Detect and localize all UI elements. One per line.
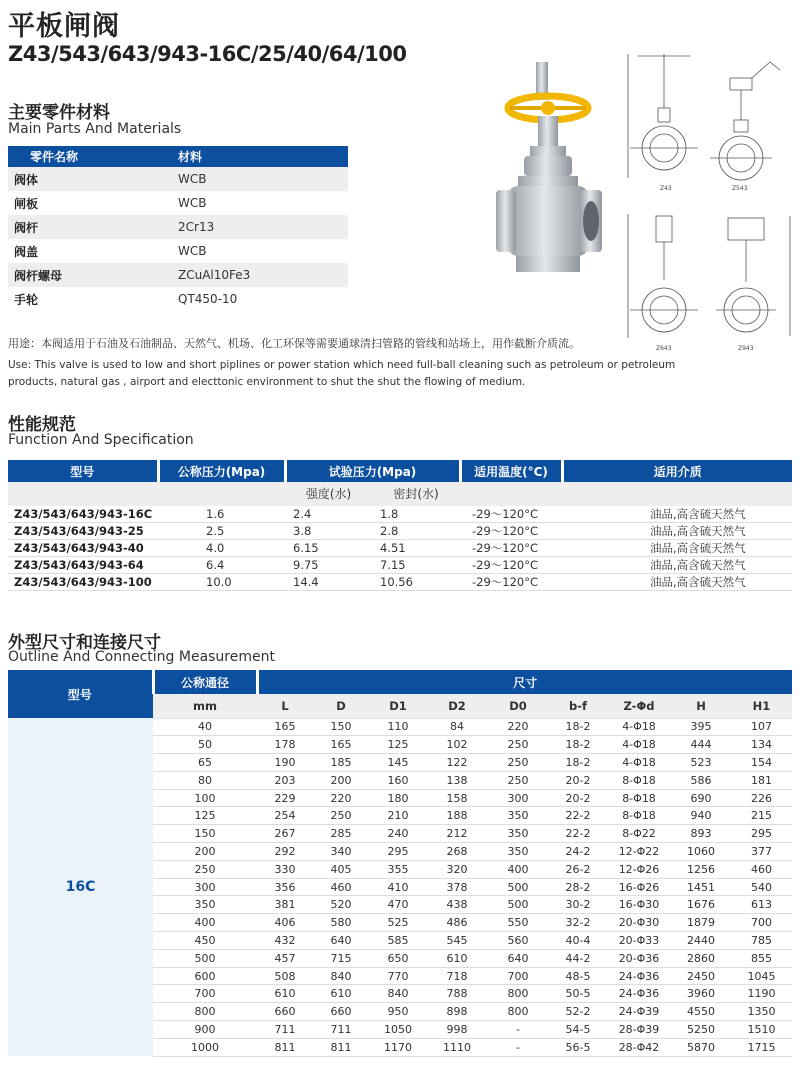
dim-bf: 50-5 bbox=[549, 985, 607, 1003]
dim-d2: 84 bbox=[427, 718, 487, 736]
spec-seal-pressure: 10.56 bbox=[372, 574, 460, 591]
dim-h1: 1190 bbox=[731, 985, 792, 1003]
spec-strength-pressure: 6.15 bbox=[285, 540, 372, 557]
dim-d1: 210 bbox=[369, 807, 427, 825]
dim-z-phid: 16-Φ30 bbox=[607, 896, 671, 914]
dim-d1: 355 bbox=[369, 860, 427, 878]
dim-dn: 200 bbox=[153, 843, 257, 861]
spec-nominal-pressure: 1.6 bbox=[158, 506, 285, 523]
dim-d1: 840 bbox=[369, 985, 427, 1003]
dim-d0: 560 bbox=[487, 932, 549, 950]
dim-col-header: L bbox=[257, 694, 313, 718]
dim-d2: 610 bbox=[427, 949, 487, 967]
dim-l: 811 bbox=[257, 1038, 313, 1056]
dim-bf: 28-2 bbox=[549, 878, 607, 896]
dim-bf: 32-2 bbox=[549, 914, 607, 932]
dim-z-phid: 12-Φ22 bbox=[607, 843, 671, 861]
dim-h: 2440 bbox=[671, 932, 731, 950]
dim-dn: 900 bbox=[153, 1021, 257, 1039]
dim-z-phid: 8-Φ18 bbox=[607, 807, 671, 825]
dim-h1: 154 bbox=[731, 754, 792, 772]
dim-d: 220 bbox=[313, 789, 369, 807]
spec-header-model: 型号 bbox=[8, 460, 158, 482]
dim-col-header: H1 bbox=[731, 694, 792, 718]
spec-strength-pressure: 2.4 bbox=[285, 506, 372, 523]
dim-dn: 50 bbox=[153, 736, 257, 754]
dim-l: 330 bbox=[257, 860, 313, 878]
part-name: 阀体 bbox=[8, 167, 178, 191]
dim-d0: 800 bbox=[487, 1003, 549, 1021]
parts-header-name: 零件名称 bbox=[8, 146, 178, 167]
spec-header-medium: 适用介质 bbox=[562, 460, 792, 482]
dim-bf: 52-2 bbox=[549, 1003, 607, 1021]
dim-h1: 226 bbox=[731, 789, 792, 807]
dim-dn: 500 bbox=[153, 949, 257, 967]
dim-l: 229 bbox=[257, 789, 313, 807]
dim-h1: 540 bbox=[731, 878, 792, 896]
dim-l: 356 bbox=[257, 878, 313, 896]
dim-h: 1879 bbox=[671, 914, 731, 932]
dim-dn: 350 bbox=[153, 896, 257, 914]
dim-d: 520 bbox=[313, 896, 369, 914]
dim-d0: 350 bbox=[487, 843, 549, 861]
dim-header-nominal-diameter: 公称通径 bbox=[153, 670, 257, 694]
spec-medium: 油品,高含硫天然气 bbox=[562, 523, 792, 540]
spec-row bbox=[8, 540, 792, 557]
model-range-title: Z43/543/643/943-16C/25/40/64/100 bbox=[8, 42, 407, 66]
spec-row bbox=[8, 523, 792, 540]
dim-d0: 350 bbox=[487, 825, 549, 843]
dim-col-header: D bbox=[313, 694, 369, 718]
part-material: WCB bbox=[178, 244, 207, 258]
dim-grade-label: 16C bbox=[8, 718, 153, 1056]
dim-h: 1060 bbox=[671, 843, 731, 861]
dim-l: 711 bbox=[257, 1021, 313, 1039]
part-name: 阀杆 bbox=[8, 215, 178, 239]
dim-bf: 56-5 bbox=[549, 1038, 607, 1056]
dim-section-title-en: Outline And Connecting Measurement bbox=[8, 649, 275, 665]
dim-dn: 700 bbox=[153, 985, 257, 1003]
spec-sub-strength: 强度(水) bbox=[285, 482, 372, 506]
dim-col-header: mm bbox=[153, 694, 257, 718]
dim-d1: 950 bbox=[369, 1003, 427, 1021]
spec-medium: 油品,高含硫天然气 bbox=[562, 574, 792, 591]
parts-section-title-cn: 主要零件材料 bbox=[8, 103, 110, 123]
dim-l: 292 bbox=[257, 843, 313, 861]
dim-h1: 1715 bbox=[731, 1038, 792, 1056]
spec-medium: 油品,高含硫天然气 bbox=[562, 540, 792, 557]
parts-table bbox=[8, 146, 348, 311]
dim-z-phid: 8-Φ18 bbox=[607, 771, 671, 789]
dim-d0: 700 bbox=[487, 967, 549, 985]
spec-section-title-cn: 性能规范 bbox=[8, 415, 76, 435]
dim-h1: 377 bbox=[731, 843, 792, 861]
dim-bf: 26-2 bbox=[549, 860, 607, 878]
dim-d: 660 bbox=[313, 1003, 369, 1021]
dim-d2: 998 bbox=[427, 1021, 487, 1039]
dim-d0: 250 bbox=[487, 771, 549, 789]
dim-dn: 80 bbox=[153, 771, 257, 789]
dim-header-size: 尺寸 bbox=[257, 670, 792, 694]
spec-row bbox=[8, 574, 792, 591]
dim-dn: 250 bbox=[153, 860, 257, 878]
spec-nominal-pressure: 4.0 bbox=[158, 540, 285, 557]
dim-l: 165 bbox=[257, 718, 313, 736]
dim-h1: 215 bbox=[731, 807, 792, 825]
part-name: 阀盖 bbox=[14, 244, 39, 259]
dim-h1: 295 bbox=[731, 825, 792, 843]
dim-col-header: D2 bbox=[427, 694, 487, 718]
dim-z-phid: 4-Φ18 bbox=[607, 736, 671, 754]
part-name: 手轮 bbox=[14, 292, 39, 307]
dim-d2: 212 bbox=[427, 825, 487, 843]
dim-z-phid: 12-Φ26 bbox=[607, 860, 671, 878]
dim-d1: 145 bbox=[369, 754, 427, 772]
dim-h: 690 bbox=[671, 789, 731, 807]
dimension-table bbox=[8, 670, 792, 1057]
dim-d: 165 bbox=[313, 736, 369, 754]
parts-row bbox=[8, 215, 348, 239]
spec-medium: 油品,高含硫天然气 bbox=[562, 506, 792, 523]
spec-sub-seal: 密封(水) bbox=[372, 482, 460, 506]
dim-d2: 718 bbox=[427, 967, 487, 985]
dim-d: 200 bbox=[313, 771, 369, 789]
dim-l: 178 bbox=[257, 736, 313, 754]
dim-dn: 150 bbox=[153, 825, 257, 843]
dim-l: 457 bbox=[257, 949, 313, 967]
dim-h1: 613 bbox=[731, 896, 792, 914]
part-material: ZCuAl10Fe3 bbox=[178, 263, 348, 287]
dim-z-phid: 4-Φ18 bbox=[607, 754, 671, 772]
dim-d0: - bbox=[487, 1038, 549, 1056]
dim-h1: 1350 bbox=[731, 1003, 792, 1021]
dim-header-model: 型号 bbox=[8, 670, 153, 718]
dim-d1: 1050 bbox=[369, 1021, 427, 1039]
dim-bf: 30-2 bbox=[549, 896, 607, 914]
dim-d1: 1170 bbox=[369, 1038, 427, 1056]
dim-dn: 125 bbox=[153, 807, 257, 825]
dim-z-phid: 24-Φ36 bbox=[607, 985, 671, 1003]
parts-row bbox=[8, 239, 348, 263]
dim-h: 523 bbox=[671, 754, 731, 772]
parts-row bbox=[8, 287, 348, 311]
dim-d: 250 bbox=[313, 807, 369, 825]
dim-d1: 125 bbox=[369, 736, 427, 754]
dim-d2: 122 bbox=[427, 754, 487, 772]
dim-h: 1451 bbox=[671, 878, 731, 896]
dim-h1: 107 bbox=[731, 718, 792, 736]
part-name: 阀杆螺母 bbox=[8, 263, 178, 287]
dim-z-phid: 24-Φ36 bbox=[607, 967, 671, 985]
dim-d: 340 bbox=[313, 843, 369, 861]
dim-d2: 138 bbox=[427, 771, 487, 789]
dim-row bbox=[8, 718, 792, 736]
spec-strength-pressure: 3.8 bbox=[285, 523, 372, 540]
dim-l: 254 bbox=[257, 807, 313, 825]
dim-dn: 600 bbox=[153, 967, 257, 985]
dim-col-header: D0 bbox=[487, 694, 549, 718]
spec-seal-pressure: 2.8 bbox=[372, 523, 460, 540]
drawing-label-z643: Z643 bbox=[656, 345, 672, 352]
dim-d: 811 bbox=[313, 1038, 369, 1056]
dim-d2: 320 bbox=[427, 860, 487, 878]
dim-z-phid: 8-Φ18 bbox=[607, 789, 671, 807]
dim-d: 405 bbox=[313, 860, 369, 878]
spec-nominal-pressure: 10.0 bbox=[158, 574, 285, 591]
dim-z-phid: 20-Φ33 bbox=[607, 932, 671, 950]
parts-header-material: 材料 bbox=[178, 146, 348, 167]
dim-d1: 110 bbox=[369, 718, 427, 736]
dim-h: 893 bbox=[671, 825, 731, 843]
dim-h: 5870 bbox=[671, 1038, 731, 1056]
dim-dn: 1000 bbox=[153, 1038, 257, 1056]
dim-l: 267 bbox=[257, 825, 313, 843]
parts-row bbox=[8, 191, 348, 215]
dim-d1: 240 bbox=[369, 825, 427, 843]
dim-h: 2450 bbox=[671, 967, 731, 985]
dim-d: 185 bbox=[313, 754, 369, 772]
dim-l: 203 bbox=[257, 771, 313, 789]
spec-strength-pressure: 9.75 bbox=[285, 557, 372, 574]
dim-d2: 486 bbox=[427, 914, 487, 932]
dim-dn: 100 bbox=[153, 789, 257, 807]
dim-d0: 640 bbox=[487, 949, 549, 967]
dim-bf: 24-2 bbox=[549, 843, 607, 861]
spec-model: Z43/543/643/943-16C bbox=[8, 506, 158, 523]
dim-d: 715 bbox=[313, 949, 369, 967]
dim-d2: 898 bbox=[427, 1003, 487, 1021]
dim-d1: 470 bbox=[369, 896, 427, 914]
dim-l: 381 bbox=[257, 896, 313, 914]
dim-d2: 102 bbox=[427, 736, 487, 754]
spec-header-temperature: 适用温度(°C) bbox=[460, 460, 562, 482]
dim-d1: 650 bbox=[369, 949, 427, 967]
dim-h: 444 bbox=[671, 736, 731, 754]
spec-nominal-pressure: 6.4 bbox=[158, 557, 285, 574]
dim-d: 610 bbox=[313, 985, 369, 1003]
dim-h1: 1510 bbox=[731, 1021, 792, 1039]
spec-table bbox=[8, 460, 792, 591]
usage-text-cn: 用途：本阀适用于石油及石油制品、天然气、机场、化工环保等需要通球清扫管路的管线和站场上，用作截断介质流。 bbox=[8, 337, 580, 350]
dim-d1: 585 bbox=[369, 932, 427, 950]
dim-d0: 250 bbox=[487, 754, 549, 772]
spec-model: Z43/543/643/943-25 bbox=[8, 523, 158, 540]
dim-h1: 855 bbox=[731, 949, 792, 967]
spec-model: Z43/543/643/943-40 bbox=[8, 540, 158, 557]
dim-d1: 410 bbox=[369, 878, 427, 896]
spec-header-test-pressure: 试验压力(Mpa) bbox=[285, 460, 460, 482]
dim-h: 586 bbox=[671, 771, 731, 789]
dim-d2: 788 bbox=[427, 985, 487, 1003]
dim-d1: 770 bbox=[369, 967, 427, 985]
dim-d0: 550 bbox=[487, 914, 549, 932]
spec-header-nominal-pressure: 公称压力(Mpa) bbox=[158, 460, 285, 482]
spec-nominal-pressure: 2.5 bbox=[158, 523, 285, 540]
dim-d: 840 bbox=[313, 967, 369, 985]
spec-section-title-en: Function And Specification bbox=[8, 432, 194, 448]
dim-h: 3960 bbox=[671, 985, 731, 1003]
dim-col-header: b-f bbox=[549, 694, 607, 718]
drawing-label-z543: Z543 bbox=[732, 185, 748, 192]
dim-z-phid: 4-Φ18 bbox=[607, 718, 671, 736]
dim-dn: 450 bbox=[153, 932, 257, 950]
dim-h: 5250 bbox=[671, 1021, 731, 1039]
part-name: 闸板 bbox=[14, 196, 39, 211]
dim-d0: 300 bbox=[487, 789, 549, 807]
parts-row bbox=[8, 167, 348, 191]
part-material: WCB bbox=[178, 196, 207, 210]
dim-d2: 1110 bbox=[427, 1038, 487, 1056]
spec-strength-pressure: 14.4 bbox=[285, 574, 372, 591]
dim-l: 432 bbox=[257, 932, 313, 950]
dim-d0: 500 bbox=[487, 896, 549, 914]
dim-d: 150 bbox=[313, 718, 369, 736]
dim-d0: 220 bbox=[487, 718, 549, 736]
dim-d0: 350 bbox=[487, 807, 549, 825]
dim-bf: 48-5 bbox=[549, 967, 607, 985]
dim-z-phid: 20-Φ36 bbox=[607, 949, 671, 967]
gate-valve-photo bbox=[488, 60, 616, 280]
dim-l: 406 bbox=[257, 914, 313, 932]
spec-seal-pressure: 7.15 bbox=[372, 557, 460, 574]
dim-h: 1256 bbox=[671, 860, 731, 878]
dim-h: 395 bbox=[671, 718, 731, 736]
dim-h: 4550 bbox=[671, 1003, 731, 1021]
dim-d1: 525 bbox=[369, 914, 427, 932]
dim-d0: 400 bbox=[487, 860, 549, 878]
part-material: QT450-10 bbox=[178, 292, 238, 306]
dim-d: 285 bbox=[313, 825, 369, 843]
dim-d0: 250 bbox=[487, 736, 549, 754]
dim-l: 508 bbox=[257, 967, 313, 985]
dim-bf: 20-2 bbox=[549, 789, 607, 807]
spec-model: Z43/543/643/943-100 bbox=[8, 574, 158, 591]
dim-bf: 44-2 bbox=[549, 949, 607, 967]
dim-d0: - bbox=[487, 1021, 549, 1039]
dim-dn: 800 bbox=[153, 1003, 257, 1021]
usage-text-en: Use: This valve is used to low and short piplines or power station which need full-ball cleaning such as petroleum or petroleum products, natural gas , airport and electtonic environment to shut the shut the flowing of medium. bbox=[8, 359, 676, 388]
dim-dn: 40 bbox=[153, 718, 257, 736]
dim-d2: 188 bbox=[427, 807, 487, 825]
dim-h1: 785 bbox=[731, 932, 792, 950]
dim-d0: 500 bbox=[487, 878, 549, 896]
dim-bf: 54-5 bbox=[549, 1021, 607, 1039]
spec-row bbox=[8, 506, 792, 523]
dim-z-phid: 8-Φ22 bbox=[607, 825, 671, 843]
dim-d: 640 bbox=[313, 932, 369, 950]
dim-z-phid: 20-Φ30 bbox=[607, 914, 671, 932]
dim-d: 711 bbox=[313, 1021, 369, 1039]
dim-h1: 181 bbox=[731, 771, 792, 789]
dim-h: 2860 bbox=[671, 949, 731, 967]
dim-bf: 18-2 bbox=[549, 754, 607, 772]
dim-bf: 40-4 bbox=[549, 932, 607, 950]
spec-row bbox=[8, 557, 792, 574]
dim-h1: 134 bbox=[731, 736, 792, 754]
parts-section-title-en: Main Parts And Materials bbox=[8, 121, 182, 137]
dim-d: 460 bbox=[313, 878, 369, 896]
drawing-label-z43: Z43 bbox=[660, 185, 672, 192]
dim-bf: 20-2 bbox=[549, 771, 607, 789]
dim-d1: 160 bbox=[369, 771, 427, 789]
dim-section-title-cn: 外型尺寸和连接尺寸 bbox=[8, 633, 161, 653]
dim-d0: 800 bbox=[487, 985, 549, 1003]
dim-d2: 268 bbox=[427, 843, 487, 861]
dim-bf: 18-2 bbox=[549, 736, 607, 754]
dim-col-header: H bbox=[671, 694, 731, 718]
part-material: 2Cr13 bbox=[178, 215, 348, 239]
spec-seal-pressure: 1.8 bbox=[372, 506, 460, 523]
spec-temperature: -29～120°C bbox=[460, 574, 562, 591]
spec-medium: 油品,高含硫天然气 bbox=[562, 557, 792, 574]
dim-l: 190 bbox=[257, 754, 313, 772]
spec-temperature: -29～120°C bbox=[460, 557, 562, 574]
dim-bf: 22-2 bbox=[549, 807, 607, 825]
dim-d2: 438 bbox=[427, 896, 487, 914]
dim-d2: 158 bbox=[427, 789, 487, 807]
dim-d1: 295 bbox=[369, 843, 427, 861]
dim-h: 1676 bbox=[671, 896, 731, 914]
dim-dn: 400 bbox=[153, 914, 257, 932]
dim-dn: 300 bbox=[153, 878, 257, 896]
dim-d1: 180 bbox=[369, 789, 427, 807]
spec-temperature: -29～120°C bbox=[460, 506, 562, 523]
spec-temperature: -29～120°C bbox=[460, 540, 562, 557]
dim-bf: 22-2 bbox=[549, 825, 607, 843]
spec-model: Z43/543/643/943-64 bbox=[8, 557, 158, 574]
spec-temperature: -29～120°C bbox=[460, 523, 562, 540]
dim-d: 580 bbox=[313, 914, 369, 932]
dim-l: 610 bbox=[257, 985, 313, 1003]
dim-z-phid: 24-Φ39 bbox=[607, 1003, 671, 1021]
dim-h: 940 bbox=[671, 807, 731, 825]
dim-l: 660 bbox=[257, 1003, 313, 1021]
dim-h1: 1045 bbox=[731, 967, 792, 985]
part-material: WCB bbox=[178, 167, 348, 191]
drawing-label-z943: Z943 bbox=[738, 345, 754, 352]
dim-z-phid: 16-Φ26 bbox=[607, 878, 671, 896]
dim-d2: 545 bbox=[427, 932, 487, 950]
spec-seal-pressure: 4.51 bbox=[372, 540, 460, 557]
dim-z-phid: 28-Φ42 bbox=[607, 1038, 671, 1056]
dim-h1: 700 bbox=[731, 914, 792, 932]
dim-z-phid: 28-Φ39 bbox=[607, 1021, 671, 1039]
outline-drawings bbox=[620, 48, 796, 358]
page-title: 平板闸阀 bbox=[8, 11, 120, 42]
parts-row bbox=[8, 263, 348, 287]
dim-h1: 460 bbox=[731, 860, 792, 878]
dim-bf: 18-2 bbox=[549, 718, 607, 736]
dim-col-header: Z-Φd bbox=[607, 694, 671, 718]
dim-col-header: D1 bbox=[369, 694, 427, 718]
dim-dn: 65 bbox=[153, 754, 257, 772]
dim-d2: 378 bbox=[427, 878, 487, 896]
